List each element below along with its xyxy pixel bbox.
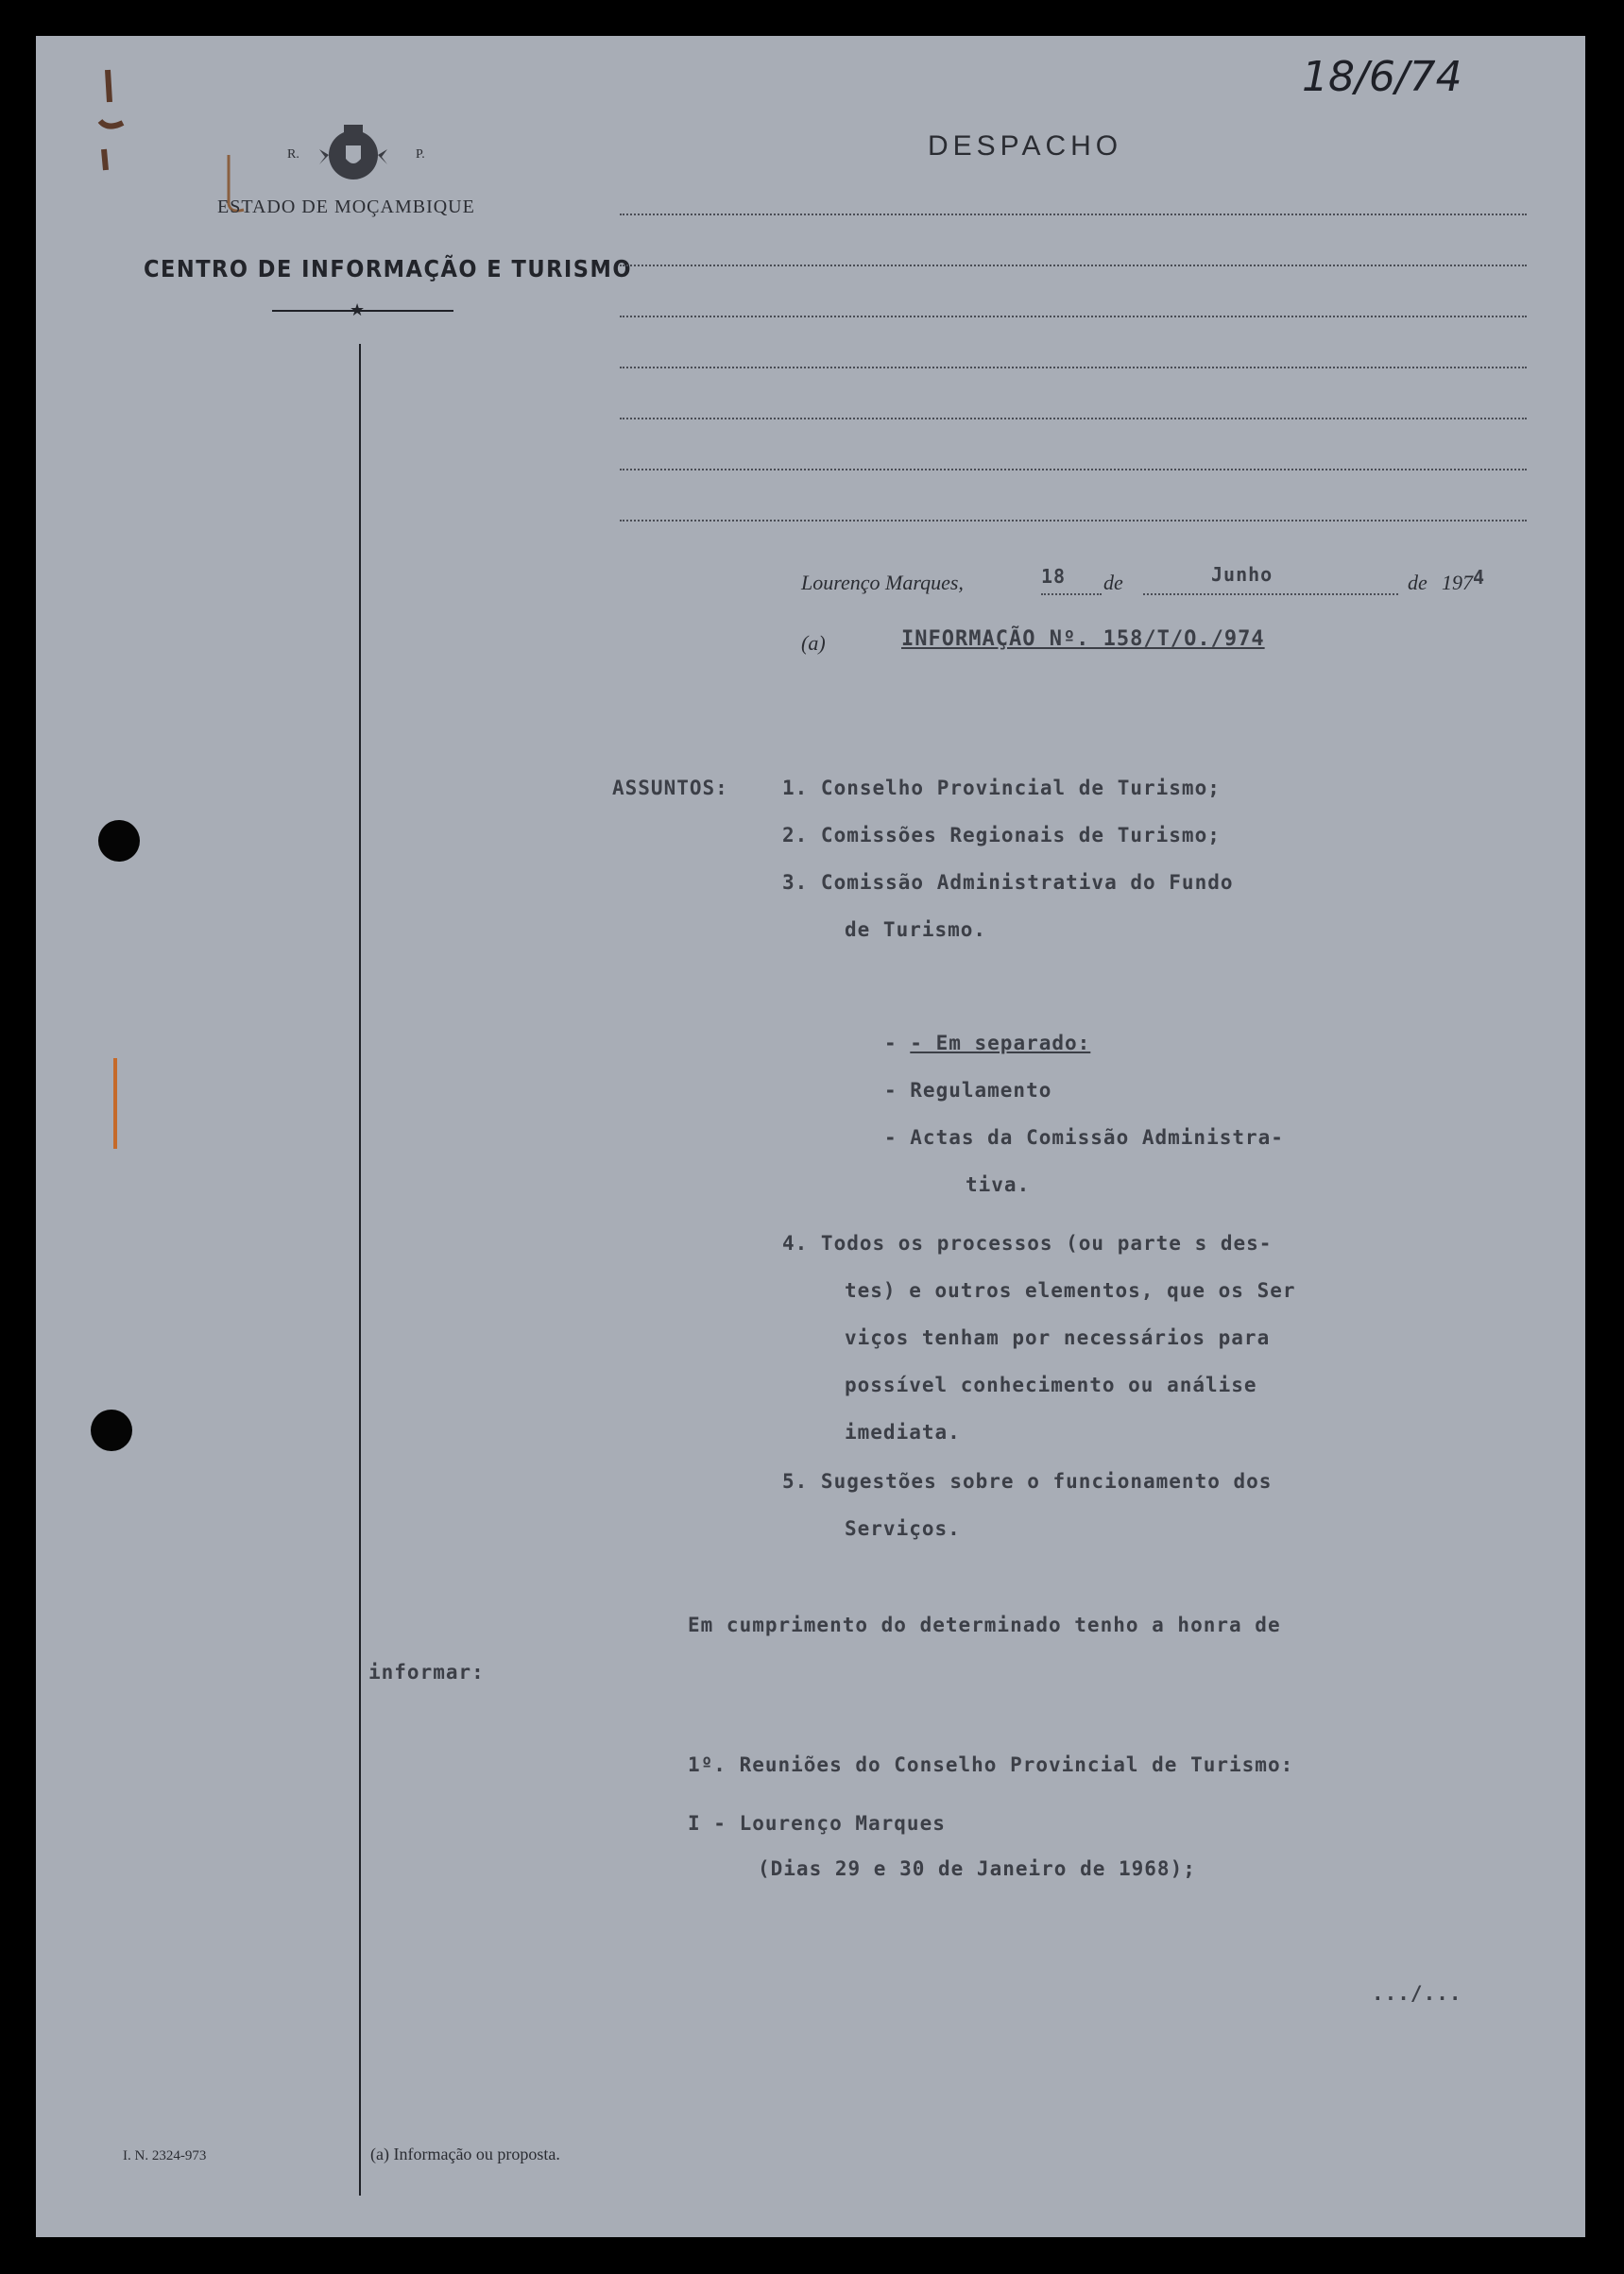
star-icon: ★ [350, 300, 366, 319]
footnote-text: (a) Informação ou proposta. [370, 2145, 560, 2163]
coat-of-arms-icon [319, 121, 387, 189]
footnote [370, 2145, 560, 2164]
despacho-line [620, 367, 1527, 368]
subject-4: 4. Todos os processos (ou parte s des- [782, 1232, 1273, 1255]
body-paragraph-cont: informar: [368, 1661, 485, 1684]
dateline-de1: de [1103, 571, 1123, 594]
separate-item: - Regulamento [884, 1079, 1052, 1102]
despacho-line [620, 265, 1527, 266]
punch-hole [91, 1410, 132, 1451]
print-code: I. N. 2324-973 [123, 2148, 207, 2163]
year-suffix: 4 [1473, 566, 1486, 589]
continuation-mark: .../... [1372, 1982, 1462, 2005]
punch-hole [98, 820, 140, 862]
despacho-title: DESPACHO [928, 130, 1123, 162]
subject-4-cont: viços tenham por necessários para [845, 1326, 1271, 1349]
state-name: ESTADO DE MOÇAMBIQUE [217, 197, 475, 217]
separate-heading-text: - Em separado: [910, 1032, 1091, 1054]
subject-4-cont: imediata. [845, 1421, 961, 1444]
subject-2: 2. Comissões Regionais de Turismo; [782, 824, 1221, 846]
separate-item-cont: tiva. [966, 1173, 1031, 1196]
despacho-line [620, 469, 1527, 470]
rp-left: R. [287, 147, 299, 162]
separate-heading: - - Em separado: [884, 1032, 1091, 1054]
margin-rule [359, 344, 361, 2196]
subject-3-cont: de Turismo. [845, 918, 987, 941]
subject-1: 1. Conselho Provincial de Turismo; [782, 777, 1221, 799]
month-line [1143, 593, 1398, 595]
pencil-tick [113, 1058, 117, 1149]
section-heading: 1º. Reuniões do Conselho Provincial de Turismo: [688, 1753, 1294, 1776]
subject-4-cont: possível conhecimento ou análise [845, 1374, 1257, 1396]
despacho-line [620, 214, 1527, 215]
despacho-line [620, 316, 1527, 317]
dateline-day: 18 [1041, 565, 1067, 588]
document-sheet [36, 36, 1585, 2237]
dateline-place: Lourenço Marques, [801, 571, 964, 594]
year-prefix: 197 [1442, 571, 1473, 594]
section-date: (Dias 29 e 30 de Janeiro de 1968); [758, 1857, 1196, 1880]
separate-item: - Actas da Comissão Administra- [884, 1126, 1284, 1149]
day-line [1041, 593, 1102, 595]
body-paragraph: Em cumprimento do determinado tenho a honra de [688, 1614, 1281, 1636]
dateline-de2: de [1408, 571, 1427, 594]
subject-4-cont: tes) e outros elementos, que os Ser [845, 1279, 1296, 1302]
subject-5: 5. Sugestões sobre o funcionamento dos [782, 1470, 1273, 1493]
section-subheading: I - Lourenço Marques [688, 1812, 946, 1835]
department-name: CENTRO DE INFORMAÇÃO E TURISMO [144, 255, 632, 282]
subject-5-cont: Serviços. [845, 1517, 961, 1540]
dateline-month: Junho [1211, 563, 1274, 586]
despacho-line [620, 418, 1527, 419]
despacho-line [620, 520, 1527, 521]
handwritten-date: 18/6/74 [1302, 53, 1462, 101]
handwritten-mark [91, 64, 128, 178]
rp-right: P. [416, 147, 425, 162]
dateline-year [1442, 566, 1486, 595]
subject-3: 3. Comissão Administrativa do Fundo [782, 871, 1234, 894]
subjects-label: ASSUNTOS: [612, 777, 728, 799]
reference-marker: (a) [801, 631, 826, 655]
reference-number: INFORMAÇÃO Nº. 158/T/O./974 [901, 627, 1265, 651]
